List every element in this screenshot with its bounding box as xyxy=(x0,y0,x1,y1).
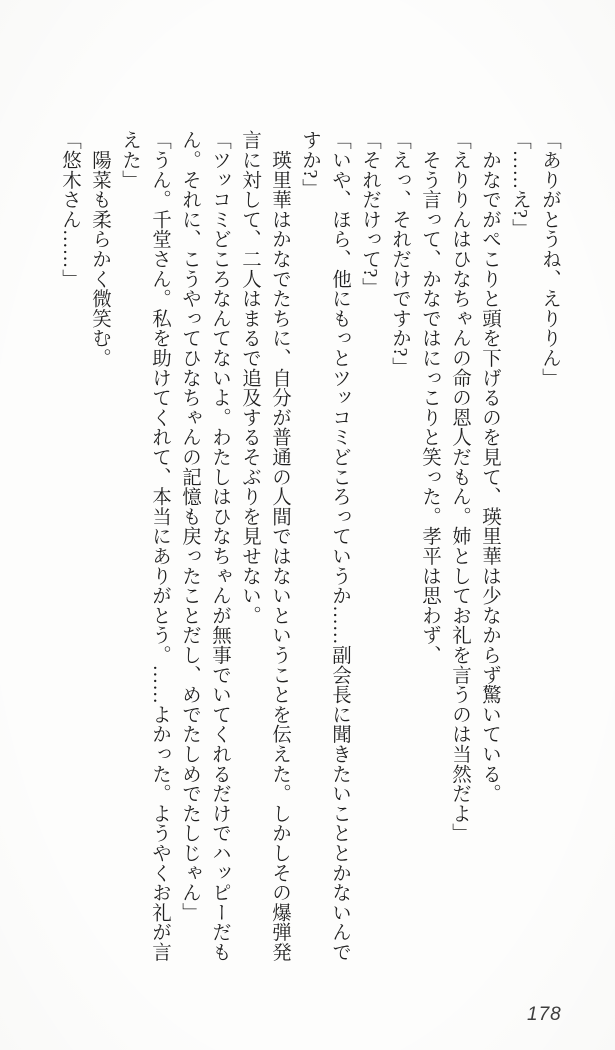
page-text-block xyxy=(54,130,564,962)
text-line: 瑛里華はかなでたちに、自分が普通の人間ではないということを伝えた。しかしその爆弾発 xyxy=(269,130,290,962)
text-line: そう言って、かなではにっこりと笑った。孝平は思わず、 xyxy=(419,130,440,665)
text-line: 「悠木さん……」 xyxy=(59,130,80,289)
text-line: 陽菜も柔らかく微笑む。 xyxy=(89,130,110,368)
text-line: 「ツッコミどころなんてないよ。わたしはひなちゃんが無事でいてくれるだけでハッピーだも xyxy=(209,130,230,962)
text-line: 「……え?」 xyxy=(509,130,530,238)
text-line: すか?」 xyxy=(299,130,320,199)
text-line: 「いや、ほら、他にもっとツッコミどころっていうか……副会長に聞きたいこととかないんで xyxy=(329,130,350,962)
text-line: 「うん。千堂さん。私を助けてくれて、本当にありがとう。……よかった。ようやくお礼が言 xyxy=(149,130,170,962)
text-line: えた」 xyxy=(119,130,140,190)
text-line: ん。それに、こうやってひなちゃんの記憶も戻ったことだし、めでたしめでたしじゃん」 xyxy=(179,130,200,922)
text-line: 「ありがとうね、えりりん」 xyxy=(539,130,560,388)
text-line: 「えっ、それだけですか?」 xyxy=(389,130,410,377)
text-line: 「えりりんはひなちゃんの命の恩人だもん。姉としてお礼を言うのは当然だよ」 xyxy=(449,130,470,843)
text-line: かなでがぺこりと頭を下げるのを見て、瑛里華は少なからず驚いている。 xyxy=(479,130,500,804)
page-number: 178 xyxy=(527,1004,562,1025)
text-line: 言に対して、二人はまるで追及するそぶりを見せない。 xyxy=(239,130,260,625)
text-line: 「それだけって?」 xyxy=(359,130,380,298)
